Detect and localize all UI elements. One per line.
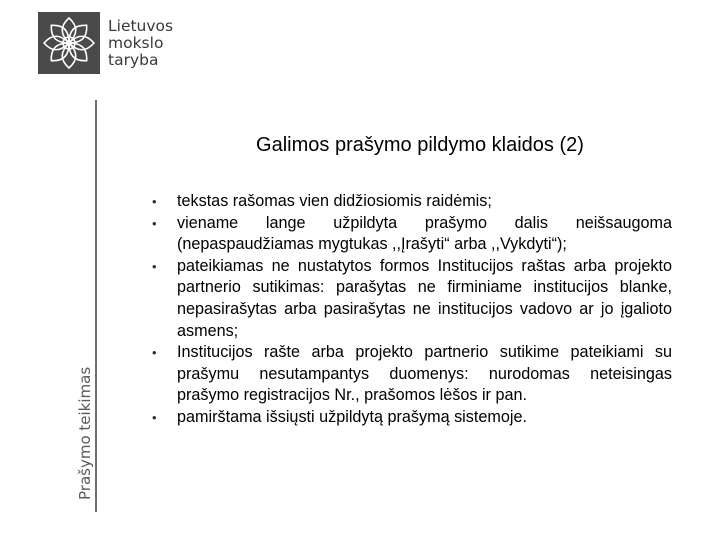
list-item-text: tekstas rašomas vien didžiosiomis raidėmis; <box>177 192 492 210</box>
organization-logo-icon <box>38 12 100 74</box>
bullet-icon: • <box>152 409 157 425</box>
bullet-icon: • <box>152 215 157 231</box>
list-item-text: pateikiamas ne nustatytos formos Institucijos raštas arba projekto partnerio sutikimas: parašytas ne firminiame institucijos blanke, nepasirašytas arba pasirašytas ne institucijos vadovo ar jo įgalioto asmens; <box>177 256 672 340</box>
section-divider <box>95 100 97 512</box>
section-label: Prašymo teikimas <box>76 366 94 500</box>
list-item <box>148 407 672 429</box>
organization-name-line-3: taryba <box>108 51 159 69</box>
list-item-text: viename lange užpildyta prašymo dalis neišsaugoma (nepaspaudžiamas mygtukas ,,Įrašyti“ arba ,,Vykdyti“); <box>177 213 672 254</box>
list-item <box>148 191 672 213</box>
organization-name-line-2: mokslo <box>108 34 164 52</box>
list-item <box>148 342 672 407</box>
organization-name <box>108 18 173 69</box>
list-item <box>148 256 672 342</box>
list-item <box>148 213 672 256</box>
bullet-icon: • <box>152 194 157 209</box>
list-item-text: Institucijos rašte arba projekto partnerio sutikime pateikiami su prašymu nesutampantys duomenys: nurodomas neteisingas prašymo registracijos Nr., prašomos lėšos ir pan. <box>177 343 672 405</box>
list-item-text: pamirštama išsiųsti užpildytą prašymą sistemoje. <box>177 407 527 426</box>
bullet-list <box>148 191 672 429</box>
slide-title: Galimos prašymo pildymo klaidos (2) <box>256 134 584 156</box>
organization-name-line-1: Lietuvos <box>108 17 174 35</box>
bullet-icon: • <box>152 258 157 274</box>
bullet-icon: • <box>152 345 157 361</box>
